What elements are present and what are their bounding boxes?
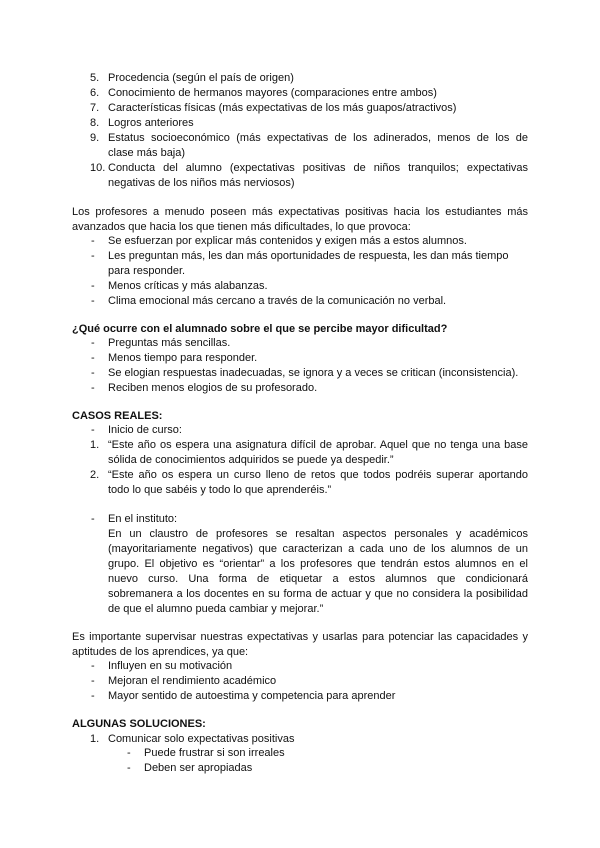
- bullet-dash: -: [127, 762, 131, 774]
- list-item-continuation: [0, 453, 600, 468]
- list-item-continuation: [0, 483, 600, 498]
- bullet-dash: -: [91, 660, 95, 672]
- list-text: negativas de los niños más nerviosos): [108, 177, 295, 189]
- list-number: 1.: [90, 733, 100, 745]
- sub-list-item: [0, 761, 600, 776]
- list-text: Comunicar solo expectativas positivas: [108, 733, 295, 745]
- list-text: Menos críticas y más alabanzas.: [108, 280, 268, 292]
- list-item-continuation: [0, 264, 600, 279]
- list-item: [0, 86, 600, 101]
- paragraph-line: aptitudes de los aprendices, ya que:: [72, 646, 249, 658]
- bullet-dash: -: [91, 382, 95, 394]
- list-item: [0, 161, 600, 176]
- list-item: [0, 512, 600, 527]
- list-text: Mayor sentido de autoestima y competencia para aprender: [108, 690, 396, 702]
- bullet-dash: -: [91, 367, 95, 379]
- list-item: [0, 674, 600, 689]
- list-text: Menos tiempo para responder.: [108, 352, 258, 364]
- bullet-dash: -: [91, 690, 95, 702]
- list-text: “Este año os espera una asignatura difícil de aprobar. Aquel que no tenga una base: [108, 439, 528, 451]
- paragraph-line: avanzados que hacia los que tienen más dificultades, lo que provoca:: [72, 221, 411, 233]
- list-text: para responder.: [108, 265, 186, 277]
- list-number: 2.: [90, 469, 100, 481]
- list-item: [0, 234, 600, 249]
- list-text: Logros anteriores: [108, 117, 194, 129]
- bullet-dash: -: [91, 352, 95, 364]
- list-text: todo lo que sabéis y todo lo que aprenderéis.”: [108, 484, 332, 496]
- list-item-continuation: [0, 176, 600, 191]
- list-text: Les preguntan más, les dan más oportunidades de respuesta, les dan más tiempo: [108, 250, 509, 262]
- list-text: Conducta del alumno (expectativas positivas de niños tranquilos; expectativas: [108, 162, 528, 174]
- bullet-dash: -: [91, 337, 95, 349]
- bullet-dash: -: [91, 280, 95, 292]
- paragraph-line: de que el alumno pueda cambiar y mejorar.”: [108, 603, 324, 615]
- paragraph-line: Es importante supervisar nuestras expectativas y usarlas para potenciar las capacidades y: [72, 631, 528, 643]
- list-text: Estatus socioeconómico (más expectativas de los adinerados, menos de los de: [108, 132, 528, 144]
- section-heading: CASOS REALES:: [72, 410, 163, 422]
- list-number: 1.: [90, 439, 100, 451]
- list-text: Conocimiento de hermanos mayores (comparaciones entre ambos): [108, 87, 437, 99]
- bullet-dash: -: [91, 250, 95, 262]
- paragraph-line: grupo. El objetivo es “orientar” a los profesores que tendrán estos alumnos en el: [108, 558, 528, 570]
- list-text: sólida de conocimientos adquiridos se puede ya despedir.”: [108, 454, 394, 466]
- list-item: [0, 381, 600, 396]
- list-text: Puede frustrar si son irreales: [144, 747, 285, 759]
- list-number: 10.: [90, 162, 106, 174]
- list-text: Se elogian respuestas inadecuadas, se ignora y a veces se critican (inconsistencia).: [108, 367, 519, 379]
- list-number: 7.: [90, 102, 100, 114]
- list-text: Inicio de curso:: [108, 424, 182, 436]
- list-item: [0, 336, 600, 351]
- paragraph-line: En un claustro de profesores se resaltan aspectos personales y académicos: [108, 528, 528, 540]
- list-text: “Este año os espera un curso lleno de retos que todos podréis superar aportando: [108, 469, 528, 481]
- list-item: [0, 351, 600, 366]
- list-text: Reciben menos elogios de su profesorado.: [108, 382, 318, 394]
- list-item: [0, 659, 600, 674]
- list-text: En el instituto:: [108, 513, 178, 525]
- paragraph-line: sobremanera a los docentes en su forma de actuar y que no considera la posibilidad: [108, 588, 528, 600]
- bullet-dash: -: [91, 675, 95, 687]
- list-text: clase más baja): [108, 147, 186, 159]
- list-item: [0, 71, 600, 86]
- list-number: 6.: [90, 87, 100, 99]
- sub-list-item: [0, 746, 600, 761]
- list-item: [0, 249, 600, 264]
- list-item: [0, 689, 600, 704]
- list-item: [0, 366, 600, 381]
- list-item: [0, 468, 600, 483]
- paragraph-line: nuevo curso. Una forma de etiquetar a estos alumnos que condicionará: [108, 573, 528, 585]
- list-item: [0, 279, 600, 294]
- list-number: 8.: [90, 117, 100, 129]
- list-item: [0, 732, 600, 747]
- paragraph-line: (mayoritariamente negativos) que caracterizan a cada uno de los alumnos de un: [108, 543, 528, 555]
- list-text: Clima emocional más cercano a través de la comunicación no verbal.: [108, 295, 447, 307]
- list-text: Mejoran el rendimiento académico: [108, 675, 277, 687]
- bullet-dash: -: [91, 235, 95, 247]
- list-item: [0, 294, 600, 309]
- bullet-dash: -: [91, 295, 95, 307]
- list-item: [0, 101, 600, 116]
- list-text: Características físicas (más expectativas de los más guapos/atractivos): [108, 102, 457, 114]
- list-text: Deben ser apropiadas: [144, 762, 253, 774]
- paragraph-line: Los profesores a menudo poseen más expectativas positivas hacia los estudiantes más: [72, 206, 528, 218]
- bullet-dash: -: [91, 424, 95, 436]
- list-item-continuation: [0, 146, 600, 161]
- list-text: Influyen en su motivación: [108, 660, 233, 672]
- list-text: Procedencia (según el país de origen): [108, 72, 294, 84]
- list-item: [0, 116, 600, 131]
- list-text: Se esfuerzan por explicar más contenidos y exigen más a estos alumnos.: [108, 235, 467, 247]
- bullet-dash: -: [91, 513, 95, 525]
- list-number: 5.: [90, 72, 100, 84]
- bullet-dash: -: [127, 747, 131, 759]
- list-item: [0, 438, 600, 453]
- list-text: Preguntas más sencillas.: [108, 337, 231, 349]
- list-number: 9.: [90, 132, 100, 144]
- list-item: [0, 423, 600, 438]
- list-item: [0, 131, 600, 146]
- section-heading: ¿Qué ocurre con el alumnado sobre el que se percibe mayor dificultad?: [72, 323, 448, 335]
- section-heading: ALGUNAS SOLUCIONES:: [72, 718, 206, 730]
